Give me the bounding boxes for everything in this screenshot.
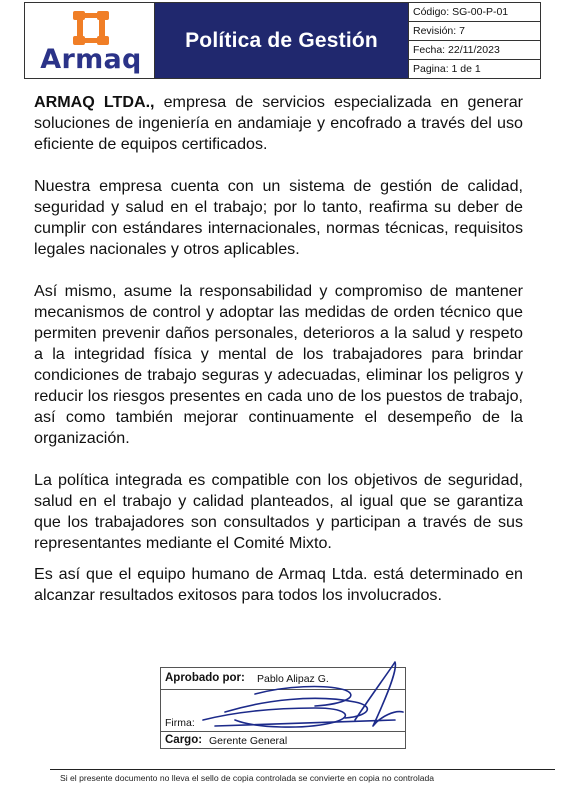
role-value: Gerente General [209, 735, 288, 747]
company-name: ARMAQ LTDA., [34, 93, 155, 111]
paragraph-closing: Es así que el equipo humano de Armaq Ltda. está determinado en alcanzar resultados exitosos para todos los involucrados. [34, 565, 523, 604]
meta-date: Fecha: 22/11/2023 [409, 41, 540, 60]
approval-row-approved [161, 668, 405, 690]
intro-text: empresa de servicios especializada en generar soluciones de ingeniería en andamiaje y encofrado a través del uso eficiente de equipos certificados. [34, 93, 523, 153]
policy-body [34, 92, 523, 627]
meta-code: Código: SG-00-P-01 [409, 3, 540, 22]
meta-table [409, 3, 540, 78]
signature-label: Firma: [165, 717, 195, 729]
paragraph-commitment: Así mismo, asume la responsabilidad y compromiso de mantener mecanismos de control y adoptar las medidas de orden técnico que permiten prevenir daños personales, deterioros a la salud y respeto a la integridad física y mental de los trabajadores para brindar condiciones de trabajo seguras y adecuadas, eliminar los peligros y reducir los riesgos presentes en cada uno de los puestos de trabajo, así como también mejorar continuamente el desempeño de la organización. [34, 282, 523, 447]
logo-cell [25, 3, 155, 78]
meta-page: Pagina: 1 de 1 [413, 63, 481, 75]
footer-note: Si el presente documento no lleva el sello de copia controlada se convierte en copia no controlada [60, 773, 435, 783]
paragraph-system: Nuestra empresa cuenta con un sistema de gestión de calidad, seguridad y salud en el trabajo; por lo tanto, reafirma su deber de cumplir con estándares internacionales, normas técnicas, requisitos legales nacionales y otros aplicables. [34, 177, 523, 258]
footer-divider [50, 769, 555, 770]
approval-box [160, 667, 406, 749]
brand-name: Armaq [40, 44, 142, 75]
role-label: Cargo: [165, 734, 203, 746]
armaq-logo-icon [71, 9, 111, 47]
paragraph-intro [34, 92, 523, 155]
approval-row-signature [161, 690, 405, 732]
approved-by-label: Aprobado por: [165, 672, 245, 684]
approval-row-role [161, 732, 405, 749]
title-cell [155, 3, 409, 78]
paragraph-compatibility: La política integrada es compatible con los objetivos de seguridad, salud en el trabajo y calidad planteados, al igual que se garantiza que los trabajadores son consultados y participan a través de sus representantes mediante el Comité Mixto. [34, 471, 523, 552]
approved-by-value: Pablo Alipaz G. [257, 673, 329, 685]
document-title: Política de Gestión [185, 28, 378, 52]
document-header [24, 2, 541, 79]
meta-revision: Revisión: 7 [409, 22, 540, 41]
